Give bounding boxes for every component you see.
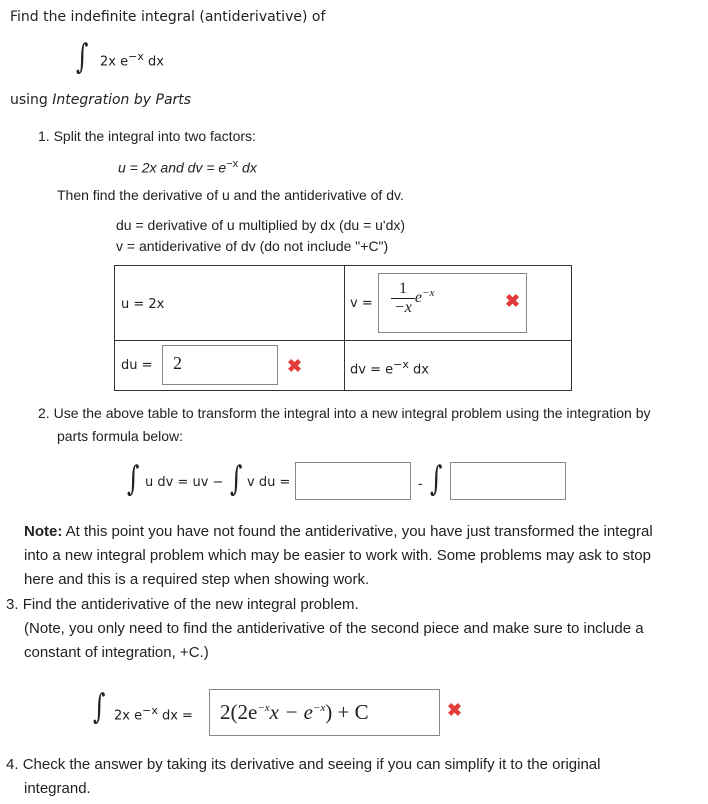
- step1-text: 1. Split the integral into two factors:: [38, 128, 256, 144]
- step3-integrand: 2x $e^{-x}$ dx =: [114, 704, 193, 724]
- method-line: using Integration by Parts: [10, 92, 192, 108]
- note-line1: Note: At this point you have not found the antiderivative, you have just transformed the integral: [24, 523, 653, 540]
- new-integral-input[interactable]: [450, 462, 566, 500]
- v-definition: v = antiderivative of dv (do not include "+C"): [116, 238, 389, 254]
- u-cell: u = 2x: [115, 266, 345, 341]
- problem-intro: Find the indefinite integral (antiderivative) of: [10, 9, 326, 25]
- step1-factors: u = 2x and dv = $e^{-x}$ dx: [118, 158, 257, 176]
- formula-minus: -: [418, 475, 423, 491]
- integral-sign: ∫: [430, 459, 443, 499]
- step4-text2: integrand.: [24, 780, 91, 797]
- du-answer-input[interactable]: 2: [162, 345, 278, 385]
- integral-sign: ∫: [230, 459, 243, 499]
- dv-cell: dv = $e^{-x}$ dx: [345, 341, 572, 391]
- formula-right: v du =: [247, 475, 291, 490]
- v-answer-input[interactable]: $\frac{1}{-x}$ $e^{-x}$: [378, 273, 527, 333]
- step3-text: 3. Find the antiderivative of the new integral problem.: [6, 596, 359, 613]
- v-cell: v = $\frac{1}{-x}$ $e^{-x}$ ✖: [345, 266, 572, 341]
- step2-text1: 2. Use the above table to transform the integral into a new integral problem using the integration by: [38, 405, 651, 421]
- integral-sign: ∫: [76, 37, 89, 77]
- formula-left: u dv = uv −: [145, 475, 224, 490]
- step3-note1: (Note, you only need to find the antiderivative of the second piece and make sure to include a: [24, 620, 644, 637]
- integral-sign: ∫: [127, 459, 140, 499]
- antiderivative-input[interactable]: $2(2e^{-x}x - e^{-x}) + C$: [209, 689, 440, 736]
- step2-text2: parts formula below:: [57, 428, 184, 444]
- note-line3: here and this is a required step when showing work.: [24, 571, 370, 588]
- step3-note2: constant of integration, +C.): [24, 644, 209, 661]
- v-incorrect-icon: ✖: [505, 291, 521, 311]
- note-line2: into a new integral problem which may be easier to work with. Some problems may ask to stop: [24, 547, 651, 564]
- uv-answer-input[interactable]: [295, 462, 411, 500]
- integral-sign: ∫: [93, 687, 106, 727]
- du-definition: du = derivative of u multiplied by dx (du = u'dx): [116, 217, 406, 233]
- problem-integrand: 2x $e^{-x}$ dx: [100, 50, 164, 70]
- du-cell: du = 2 ✖: [115, 341, 345, 391]
- du-incorrect-icon: ✖: [287, 356, 303, 376]
- step1-then: Then find the derivative of u and the antiderivative of dv.: [57, 187, 404, 203]
- parts-table: [114, 265, 572, 391]
- antiderivative-incorrect-icon: ✖: [447, 700, 463, 720]
- step4-text1: 4. Check the answer by taking its derivative and seeing if you can simplify it to the original: [6, 756, 601, 773]
